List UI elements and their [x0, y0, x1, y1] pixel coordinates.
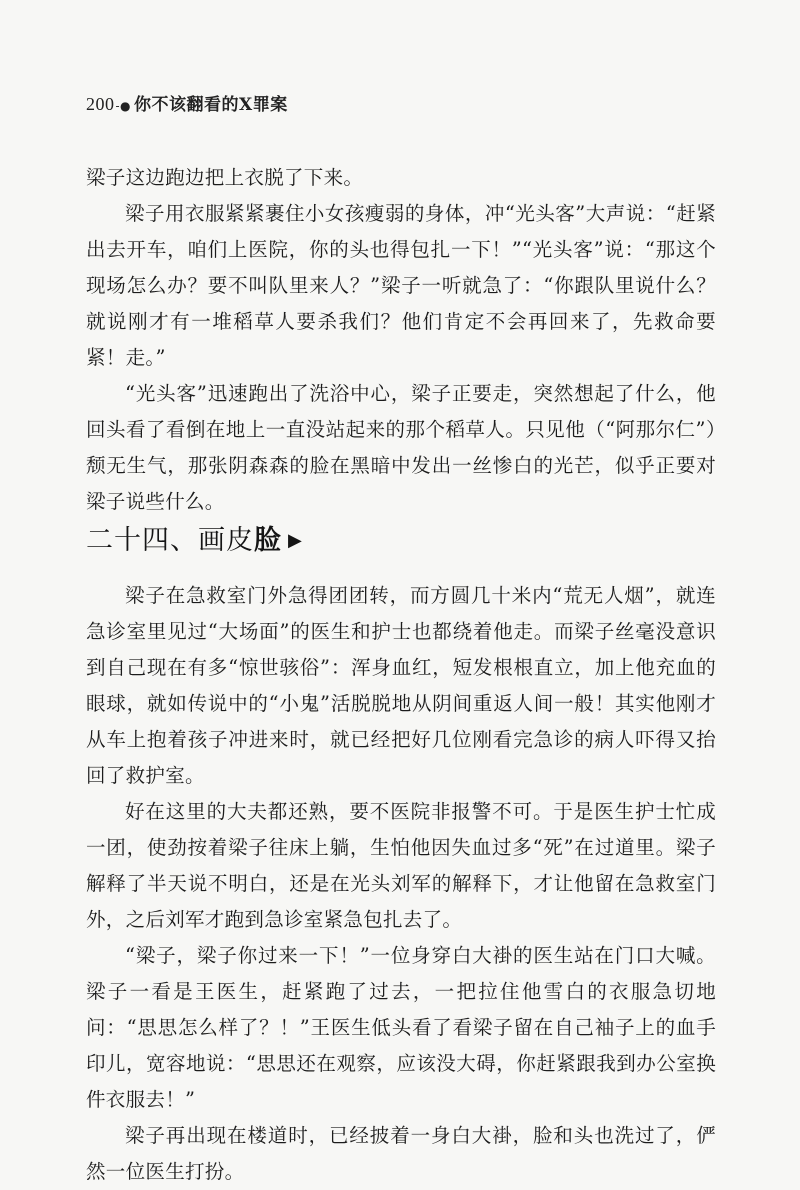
- header-arrow-icon: -●: [115, 99, 132, 113]
- paragraph: 梁子用衣服紧紧裹住小女孩瘦弱的身体，冲“光头客”大声说：“赶紧出去开车，咱们上医院，你的头也得包扎一下！”“光头客”说：“那这个现场怎么办？要不叫队里来人？”梁子一听就急了：“你跟队里说什么？就说刚才有一堆稻草人要杀我们？他们肯定不会再回来了，先救命要紧！走。”: [86, 202, 716, 369]
- paragraph: 梁子再出现在楼道时，已经披着一身白大褂，脸和头也洗过了，俨然一位医生打扮。: [86, 1124, 716, 1183]
- chapter-heading: [86, 518, 303, 557]
- book-title: 你不该翻看的X罪案: [134, 95, 288, 115]
- paragraph: “光头客”迅速跑出了洗浴中心，梁子正要走，突然想起了什么，他回头看了看倒在地上一直没站起来的那个稻草人。只见他（“阿那尔仁”）颓无生气，那张阴森森的脸在黑暗中发出一丝惨白的光芒，似乎正要对梁子说些什么。: [86, 382, 716, 513]
- triangle-marker-icon: ▶: [288, 530, 303, 551]
- chapter-title-emphasis: 脸: [254, 525, 282, 556]
- paragraph: 梁子这边跑边把上衣脱了下来。: [86, 166, 364, 189]
- chapter-title: 二十四、画皮: [86, 525, 254, 556]
- paragraph: “梁子，梁子你过来一下！”一位身穿白大褂的医生站在门口大喊。梁子一看是王医生，赶紧跑了过去，一把拉住他雪白的衣服急切地问：“思思怎么样了？！”王医生低头看了看梁子留在自己袖子上的血手印儿，宽容地说：“思思还在观察，应该没大碍，你赶紧跟我到办公室换件衣服去！”: [86, 944, 716, 1111]
- section-2-text: [86, 578, 716, 1190]
- running-header: [86, 90, 288, 115]
- paragraph: 好在这里的大夫都还熟，要不医院非报警不可。于是医生护士忙成一团，使劲按着梁子往床上躺，生怕他因失血过多“死”在过道里。梁子解释了半天说不明白，还是在光头刘军的解释下，才让他留在急救室门外，之后刘军才跑到急诊室紧急包扎去了。: [86, 800, 716, 931]
- page-number: 200: [86, 94, 115, 114]
- paragraph: 梁子在急救室门外急得团团转，而方圆几十米内“荒无人烟”，就连急诊室里见过“大场面”的医生和护士也都绕着他走。而梁子丝毫没意识到自己现在有多“惊世骇俗”：浑身血红，短发根根直立，加上他充血的眼球，就如传说中的“小鬼”活脱脱地从阴间重返人间一般！其实他刚才从车上抱着孩子冲进来时，就已经把好几位刚看完急诊的病人吓得又抬回了救护室。: [86, 584, 716, 787]
- section-1-text: [86, 160, 716, 520]
